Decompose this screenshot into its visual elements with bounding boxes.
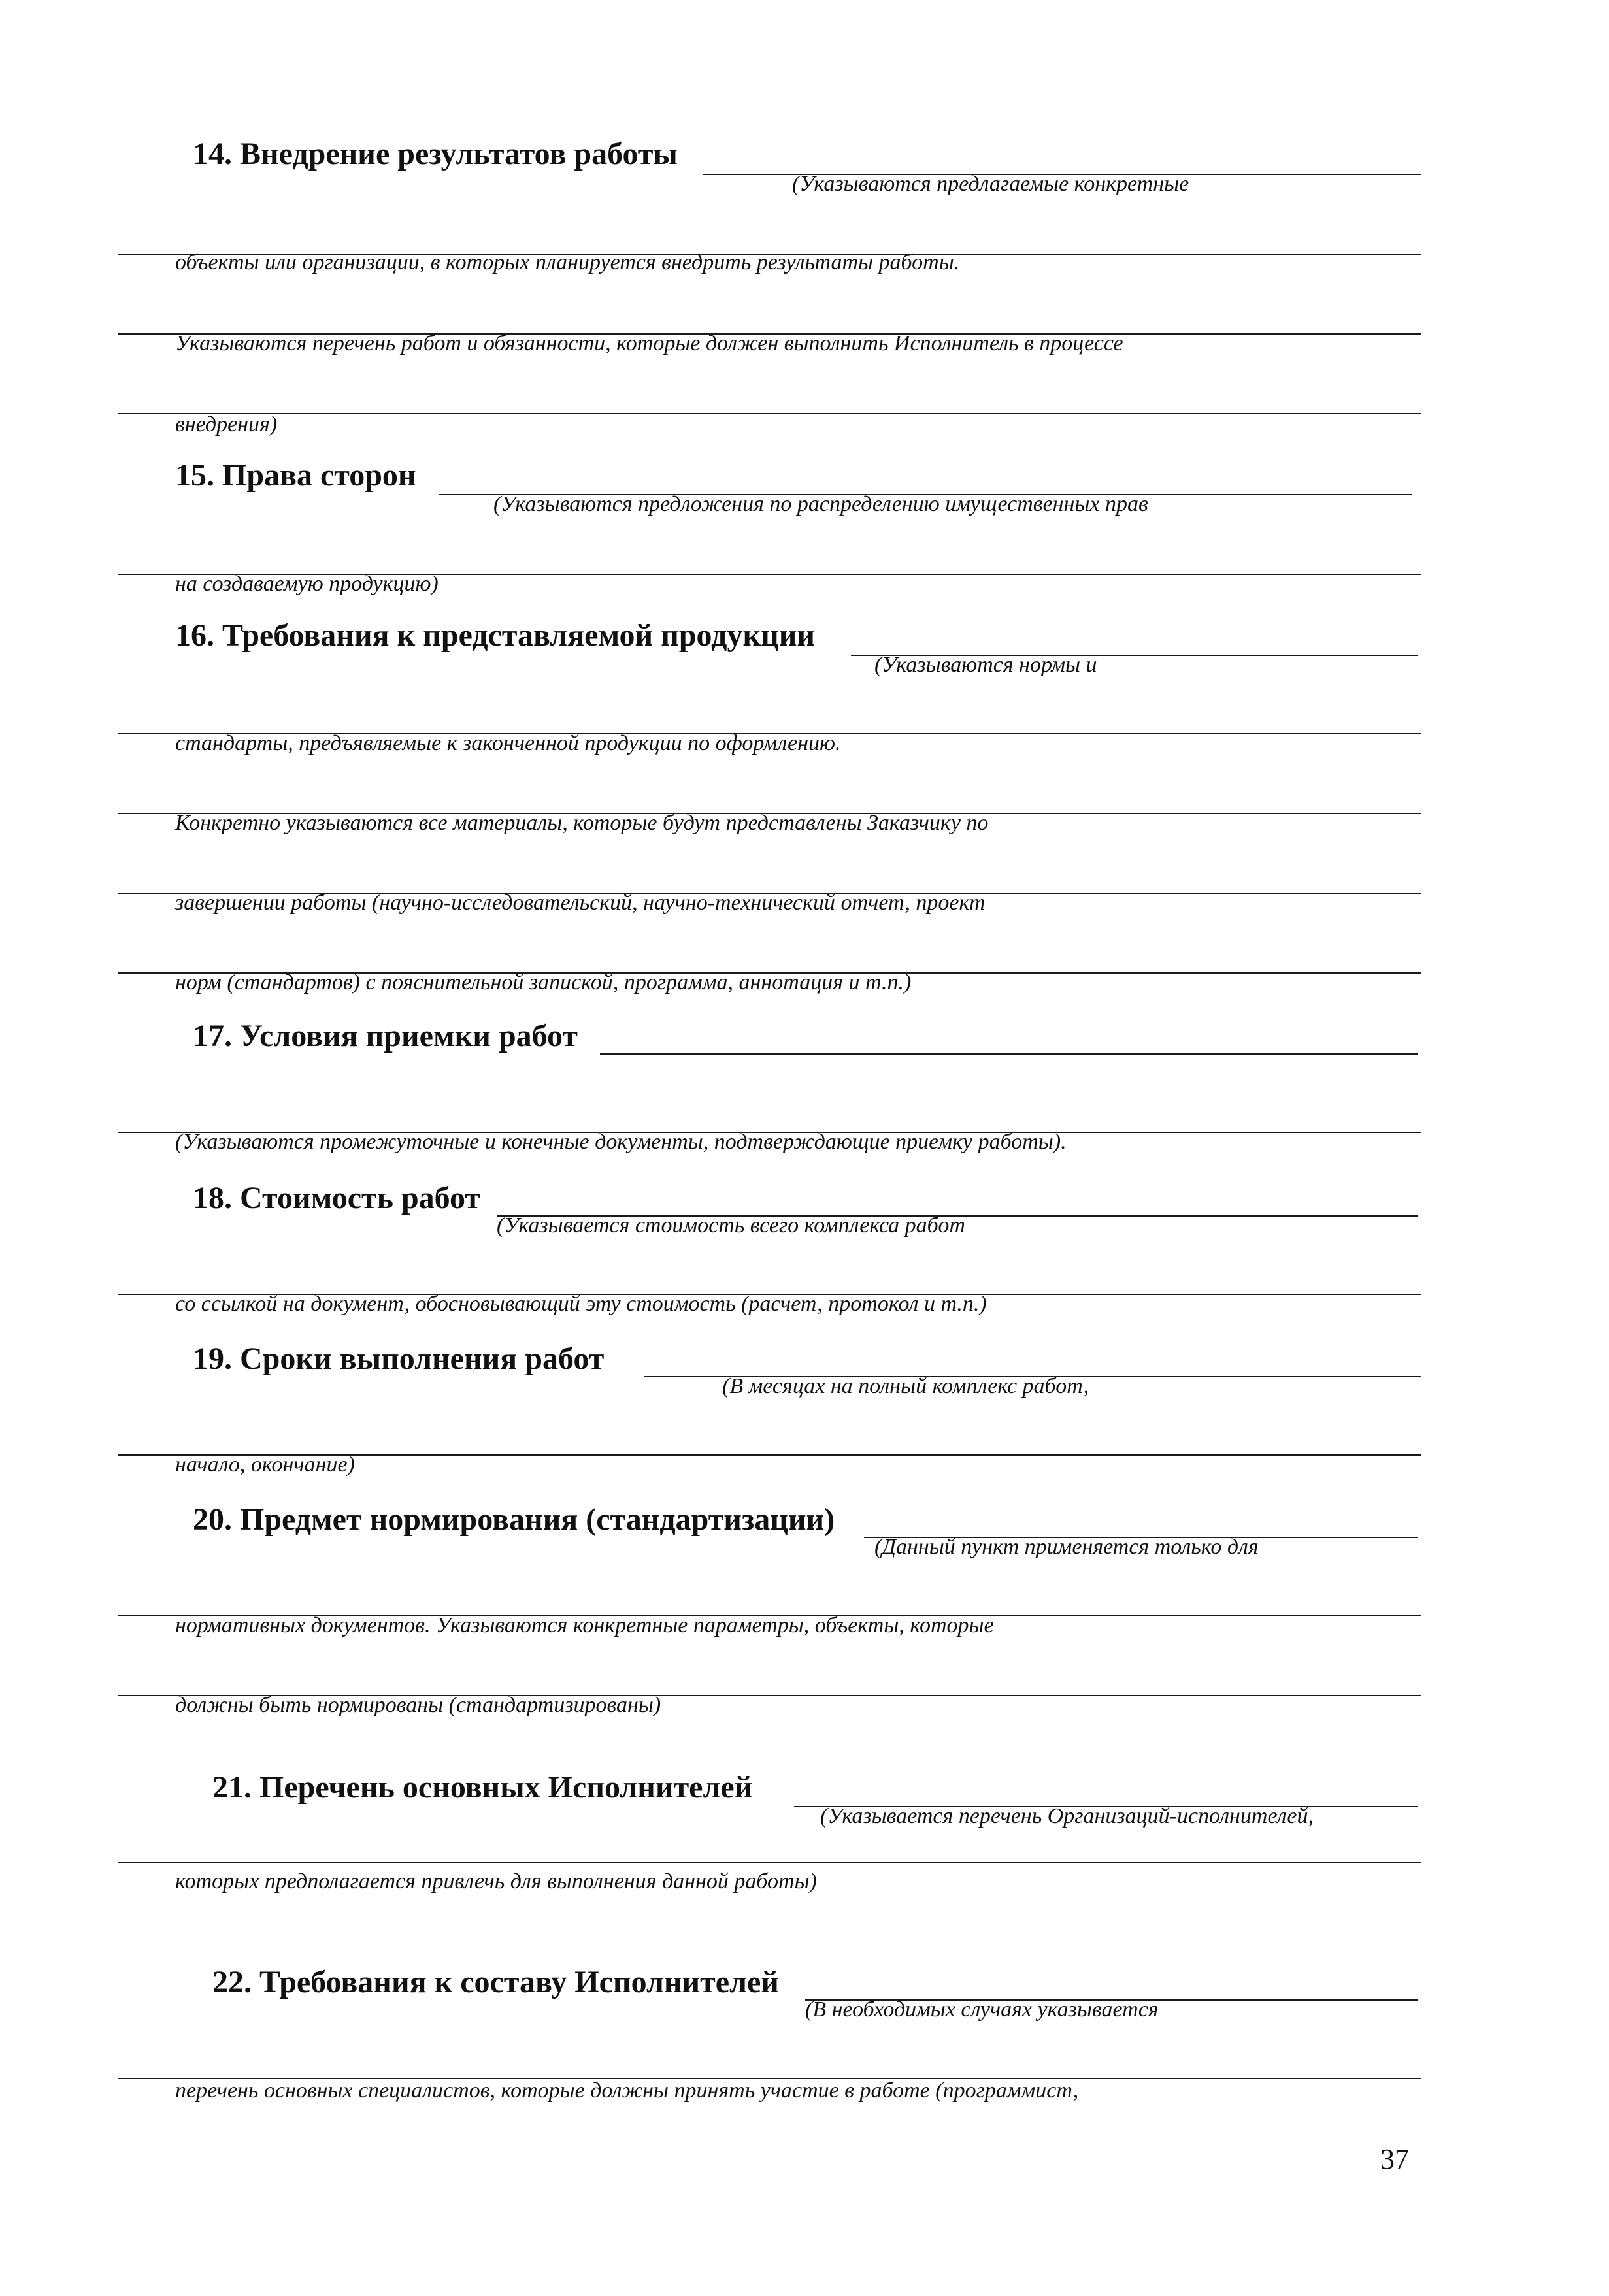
section-20-hint: нормативных документов. Указываются конкретные параметры, объекты, которые	[175, 1613, 994, 1637]
section-22-heading: 22. Требования к составу Исполнителей	[212, 1965, 779, 1999]
section-16-heading: 16. Требования к представляемой продукции	[175, 618, 816, 653]
section-20-hint: должны быть нормированы (стандартизированы)	[175, 1693, 661, 1717]
section-21-heading: 21. Перечень основных Исполнителей	[212, 1770, 753, 1805]
section-17-heading: 17. Условия приемки работ	[193, 1019, 578, 1053]
section-14-hint: объекты или организации, в которых планируется внедрить результаты работы.	[175, 250, 960, 274]
section-19-hint: (В месяцах на полный комплекс работ,	[722, 1374, 1089, 1398]
fill-line	[118, 1862, 1421, 1863]
section-21-hint: (Указывается перечень Организаций-исполнителей,	[820, 1804, 1314, 1828]
section-17-hint: (Указываются промежуточные и конечные документы, подтверждающие приемку работы).	[175, 1130, 1067, 1154]
section-16-hint: стандарты, предъявляемые к законченной продукции по оформлению.	[175, 731, 841, 755]
section-17-fill-line	[600, 1053, 1418, 1055]
section-20-heading: 20. Предмет нормирования (стандартизации)	[193, 1502, 835, 1537]
section-22-hint: перечень основных специалистов, которые должны принять участие в работе (программист,	[175, 2078, 1079, 2103]
section-16-hint: (Указываются нормы и	[874, 653, 1097, 677]
section-16-hint: завершении работы (научно-исследовательский, научно-технический отчет, проект	[175, 891, 986, 915]
section-21-hint: которых предполагается привлечь для выполнения данной работы)	[175, 1869, 817, 1894]
section-18-hint: (Указывается стоимость всего комплекса работ	[497, 1213, 965, 1238]
section-15-hint: (Указываются предложения по распределению имущественных прав	[493, 492, 1148, 516]
section-19-hint: начало, окончание)	[175, 1452, 355, 1477]
section-14-hint: Указываются перечень работ и обязанности, которые должен выполнить Исполнитель в процессе	[175, 331, 1123, 355]
section-19-heading: 19. Сроки выполнения работ	[193, 1341, 605, 1376]
section-15-hint: на создаваемую продукцию)	[175, 572, 439, 596]
section-16-hint: норм (стандартов) с пояснительной запиской, программа, аннотация и т.п.)	[175, 970, 912, 994]
section-15-heading: 15. Права сторон	[175, 458, 416, 493]
section-18-hint: со ссылкой на документ, обосновывающий эту стоимость (расчет, протокол и т.п.)	[175, 1292, 987, 1316]
section-22-hint: (В необходимых случаях указывается	[805, 1997, 1159, 2022]
fill-line	[118, 413, 1421, 414]
section-14-hint: (Указываются предлагаемые конкретные	[792, 172, 1189, 196]
section-14-heading: 14. Внедрение результатов работы	[193, 137, 678, 171]
page-number: 37	[1380, 2143, 1409, 2175]
section-14-hint: внедрения)	[175, 412, 278, 436]
section-18-heading: 18. Стоимость работ	[193, 1181, 480, 1215]
section-20-hint: (Данный пункт применяется только для	[874, 1535, 1259, 1559]
section-16-hint: Конкретно указываются все материалы, которые будут представлены Заказчику по	[175, 811, 989, 835]
